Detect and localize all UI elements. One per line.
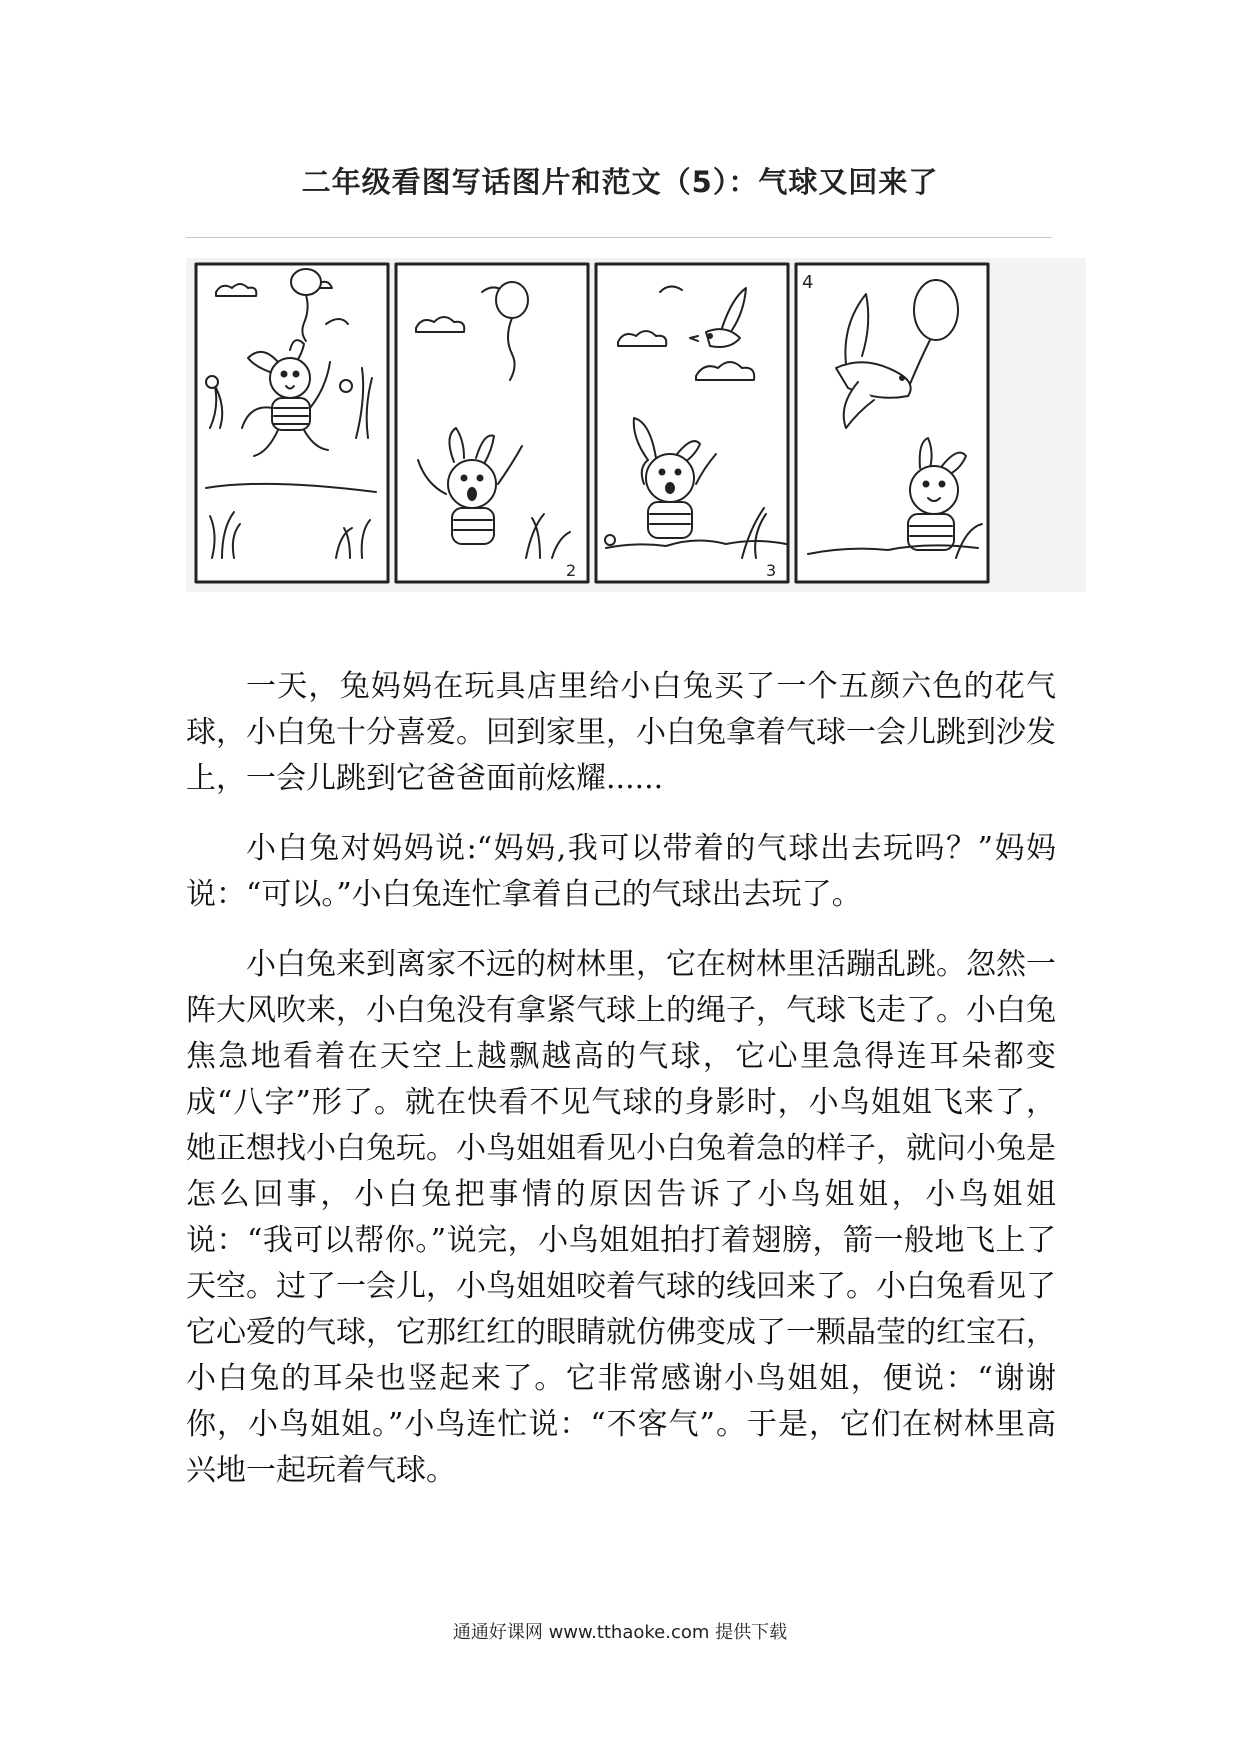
essay-paragraph: 小白兔来到离家不远的树林里，它在树林里活蹦乱跳。忽然一阵大风吹来，小白兔没有拿紧气球上的绳子，气球飞走了。小白兔焦急地看着在天空上越飘越高的气球，它心里急得连耳朵都变成“八字”形了。就在快看不见气球的身影时，小鸟姐姐飞来了，她正想找小白兔玩。小鸟姐姐看见小白兔着急的样子，就问小兔是怎么回事，小白兔把事情的原因告诉了小鸟姐姐，小鸟姐姐说：“我可以帮你。”说完，小鸟姐姐拍打着翅膀，箭一般地飞上了天空。过了一会儿，小鸟姐姐咬着气球的线回来了。小白兔看见了它心爱的气球，它那红红的眼睛就仿佛变成了一颗晶莹的红宝石，小白兔的耳朵也竖起来了。它非常感谢小鸟姐姐，便说：“谢谢你，小鸟姐姐。”小鸟连忙说：“不客气”。于是，它们在树林里高兴地一起玩着气球。: [186, 947, 1056, 1488]
footer-credit: 通通好课网 www.tthaoke.com 提供下载: [452, 1622, 788, 1643]
panel-number-4: 4: [802, 272, 814, 293]
essay-paragraph: 小白兔对妈妈说:“妈妈,我可以带着的气球出去玩吗？”妈妈说：“可以。”小白兔连忙拿着自己的气球出去玩了。: [186, 831, 1056, 912]
essay-body: [186, 664, 1056, 1518]
comic-panel-4: [796, 264, 988, 582]
comic-panel-1: [196, 264, 388, 582]
panel-number-2: 2: [566, 561, 577, 580]
comic-panel-3: [596, 264, 788, 582]
page-title: 二年级看图写话图片和范文（5）：气球又回来了: [301, 165, 939, 199]
comic-strip: [186, 258, 1086, 592]
panel-number-3: 3: [766, 561, 777, 580]
essay-paragraph: 一天，兔妈妈在玩具店里给小白兔买了一个五颜六色的花气球，小白兔十分喜爱。回到家里，小白兔拿着气球一会儿跳到沙发上，一会儿跳到它爸爸面前炫耀......: [186, 669, 1056, 796]
title-divider: [186, 237, 1052, 238]
comic-panel-2: [396, 264, 588, 582]
